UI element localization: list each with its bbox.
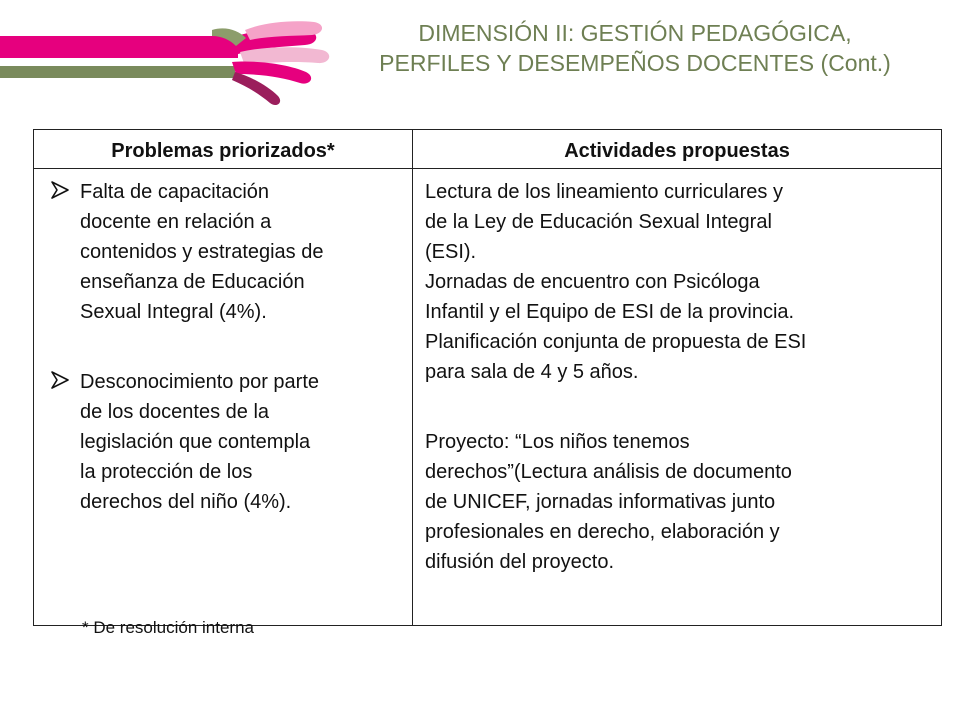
footnote: * De resolución interna — [82, 618, 254, 637]
header-activities: Actividades propuestas — [564, 140, 790, 162]
header-problems: Problemas priorizados* — [111, 140, 335, 162]
activities-cell — [413, 169, 941, 626]
green-band — [0, 66, 235, 78]
arrow-bullet-icon — [50, 180, 70, 200]
title-line-2: PERFILES Y DESEMPEÑOS DOCENTES (Cont.) — [379, 50, 891, 76]
arrow-bullet-icon — [50, 370, 70, 390]
problems-cell — [34, 169, 412, 637]
problems-activities-table — [33, 129, 942, 637]
activity-text: Lectura de los lineamiento curriculares y de la Ley de Educación Sexual Integral (ESI). Jornadas de encuentro con Psicóloga Infantil y el Equipo de ESI de la provincia. Planificación conjunta de propuesta de ESI para sala de 4 y 5 años. — [425, 181, 807, 383]
pink-band — [0, 36, 238, 58]
ribbon-5 — [232, 72, 280, 105]
problem-text: Falta de capacitación docente en relación a contenidos y estrategias de enseñanza de Educación Sexual Integral (4%). — [80, 181, 324, 323]
problem-text: Desconocimiento por parte de los docentes de la legislación que contempla la protección de los derechos del niño (4%). — [80, 371, 320, 513]
title-line-1: DIMENSIÓN II: GESTIÓN PEDAGÓGICA, — [418, 20, 852, 46]
activity-text: Proyecto: “Los niños tenemos derechos”(Lectura análisis de documento de UNICEF, jornadas informativas junto profesionales en derecho, elaboración y difusión del proyecto. — [425, 431, 792, 573]
page-title — [330, 18, 940, 78]
